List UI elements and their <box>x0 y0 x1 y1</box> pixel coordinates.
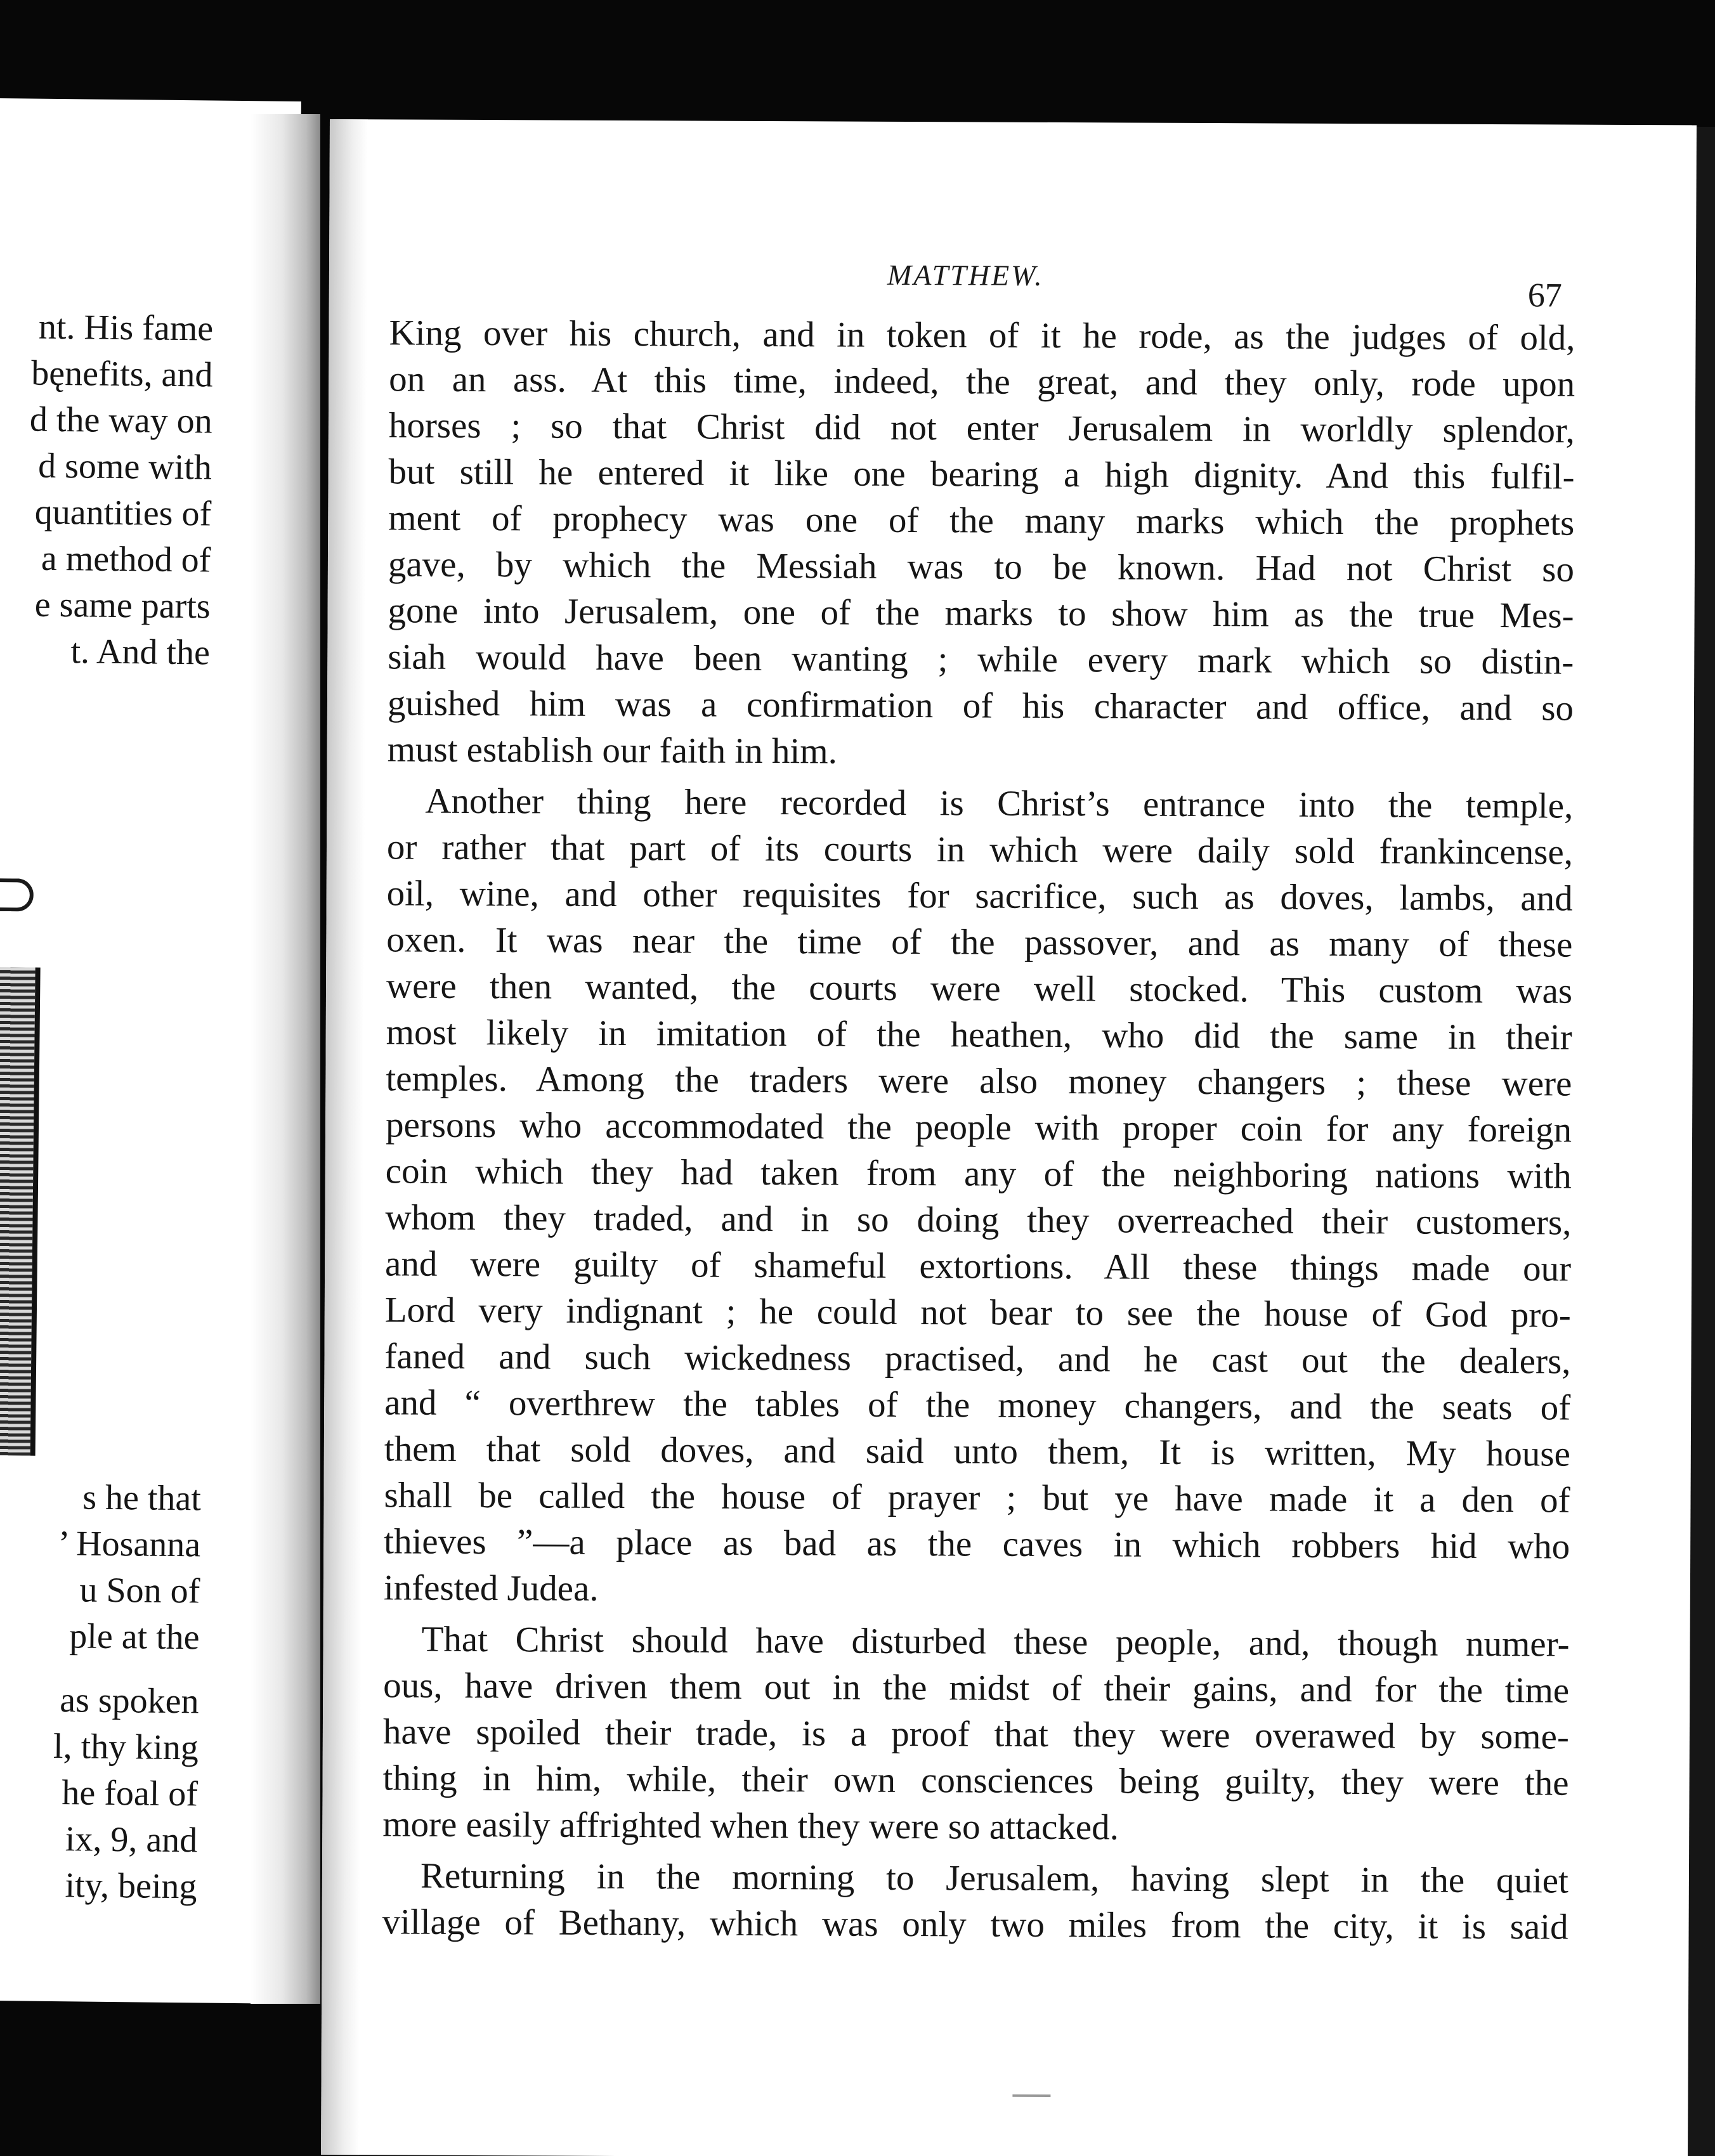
left-page-line: l, thy king <box>53 1727 199 1768</box>
text-line: That Christ should have disturbed these people, and, though numer- <box>421 1619 1570 1665</box>
body-text <box>382 309 1575 1950</box>
text-line: faned and such wickedness practised, and he cast out the dealers, <box>384 1336 1571 1382</box>
left-page-line: d some with <box>37 446 212 488</box>
running-head: MATTHEW. <box>887 258 1044 292</box>
left-page-line: nt. His fame <box>38 307 214 349</box>
left-page-line: e same parts <box>34 585 211 627</box>
text-line: coin which they had taken from any of the neighboring nations with <box>385 1151 1572 1197</box>
left-page-line: ix, 9, and <box>65 1819 198 1861</box>
text-line: gave, by which the Messiah was to be known. Had not Christ so <box>388 544 1575 590</box>
text-line: village of Bethany, which was only two miles from the city, it is said <box>382 1902 1568 1947</box>
text-line: them that sold doves, and said unto them, It is written, My house <box>384 1429 1570 1474</box>
text-line: Lord very indignant ; he could not bear to see the house of God pro- <box>384 1290 1571 1335</box>
text-line: thieves ”—a place as bad as the caves in which robbers hid who <box>384 1521 1570 1567</box>
text-line: on an ass. At this time, indeed, the great, and they only, rode upon <box>389 359 1575 405</box>
illustration-fragment <box>0 878 34 912</box>
text-line: whom they traded, and in so doing they overreached their customers, <box>385 1197 1572 1243</box>
text-line: shall be called the house of prayer ; but ye have made it a den of <box>384 1475 1570 1521</box>
book-gutter <box>251 114 320 2004</box>
left-page-line: bęnefits, and <box>31 353 213 395</box>
text-line: ous, have driven them out in the midst of their gains, and for the time <box>383 1665 1570 1711</box>
text-line: were then wanted, the courts were well stocked. This custom was <box>386 966 1573 1011</box>
left-page-line: u Son of <box>79 1570 200 1611</box>
left-page-line: ity, being <box>65 1866 197 1907</box>
text-line: oil, wine, and other requisites for sacrifice, such as doves, lambs, and <box>386 873 1573 919</box>
left-page-line: ’ Hosanna <box>58 1524 201 1565</box>
illustration-fragment <box>0 967 41 1456</box>
text-line: Another thing here recorded is Christ’s entrance into the temple, <box>425 781 1574 826</box>
left-page-line: d the way on <box>29 399 213 441</box>
text-line: but still he entered it like one bearing a high dignity. And this fulfil- <box>388 451 1575 497</box>
text-line: thing in him, while, their own consciences being guilty, they were the <box>382 1758 1569 1803</box>
paragraph <box>382 1852 1568 1950</box>
right-page <box>321 119 1697 2156</box>
left-page-line: t. And the <box>70 632 211 673</box>
text-line: and were guilty of shameful extortions. All these things made our <box>384 1244 1572 1289</box>
text-line: oxen. It was near the time of the passover, and as many of these <box>386 919 1573 965</box>
text-line: King over his church, and in token of it he rode, as the judges of old, <box>389 313 1575 358</box>
text-line: horses ; so that Christ did not enter Jerusalem in worldly splendor, <box>388 405 1575 451</box>
text-line: most likely in imitation of the heathen, who did the same in their <box>386 1012 1572 1058</box>
text-line: and “ overthrew the tables of the money changers, and the seats of <box>384 1382 1571 1428</box>
text-line: Returning in the morning to Jerusalem, having slept in the quiet <box>420 1855 1569 1901</box>
text-line: gone into Jerusalem, one of the marks to show him as the true Mes- <box>388 590 1574 636</box>
text-line: have spoiled their trade, is a proof that they were overawed by some- <box>382 1711 1570 1757</box>
left-page-line: he foal of <box>62 1773 199 1814</box>
paragraph <box>382 1616 1570 1852</box>
text-line: persons who accommodated the people with proper coin for any foreign <box>385 1105 1572 1150</box>
left-page-line: a method of <box>41 538 211 580</box>
paragraph <box>384 777 1574 1616</box>
text-line: more easily affrighted when they were so attacked. <box>382 1804 1119 1848</box>
text-line: siah would have been wanting ; while every mark which so distin- <box>388 637 1574 682</box>
printer-mark <box>1012 2094 1050 2097</box>
left-page-line: quantities of <box>34 492 212 534</box>
paragraph <box>388 309 1575 777</box>
text-line: must establish our faith in him. <box>387 729 838 772</box>
left-page-line: ple at the <box>69 1616 200 1658</box>
page-number: 67 <box>1527 276 1562 315</box>
gutter-shadow <box>321 119 368 2155</box>
text-line: guished him was a confirmation of his character and office, and so <box>387 683 1574 729</box>
text-line: infested Judea. <box>383 1568 599 1609</box>
left-page-line: s he that <box>82 1477 202 1519</box>
text-line: or rather that part of its courts in which were daily sold frankincense, <box>386 827 1574 873</box>
left-page-line: as spoken <box>59 1680 199 1722</box>
text-line: temples. Among the traders were also money changers ; these were <box>386 1058 1572 1104</box>
text-line: ment of prophecy was one of the many marks which the prophets <box>388 498 1575 543</box>
